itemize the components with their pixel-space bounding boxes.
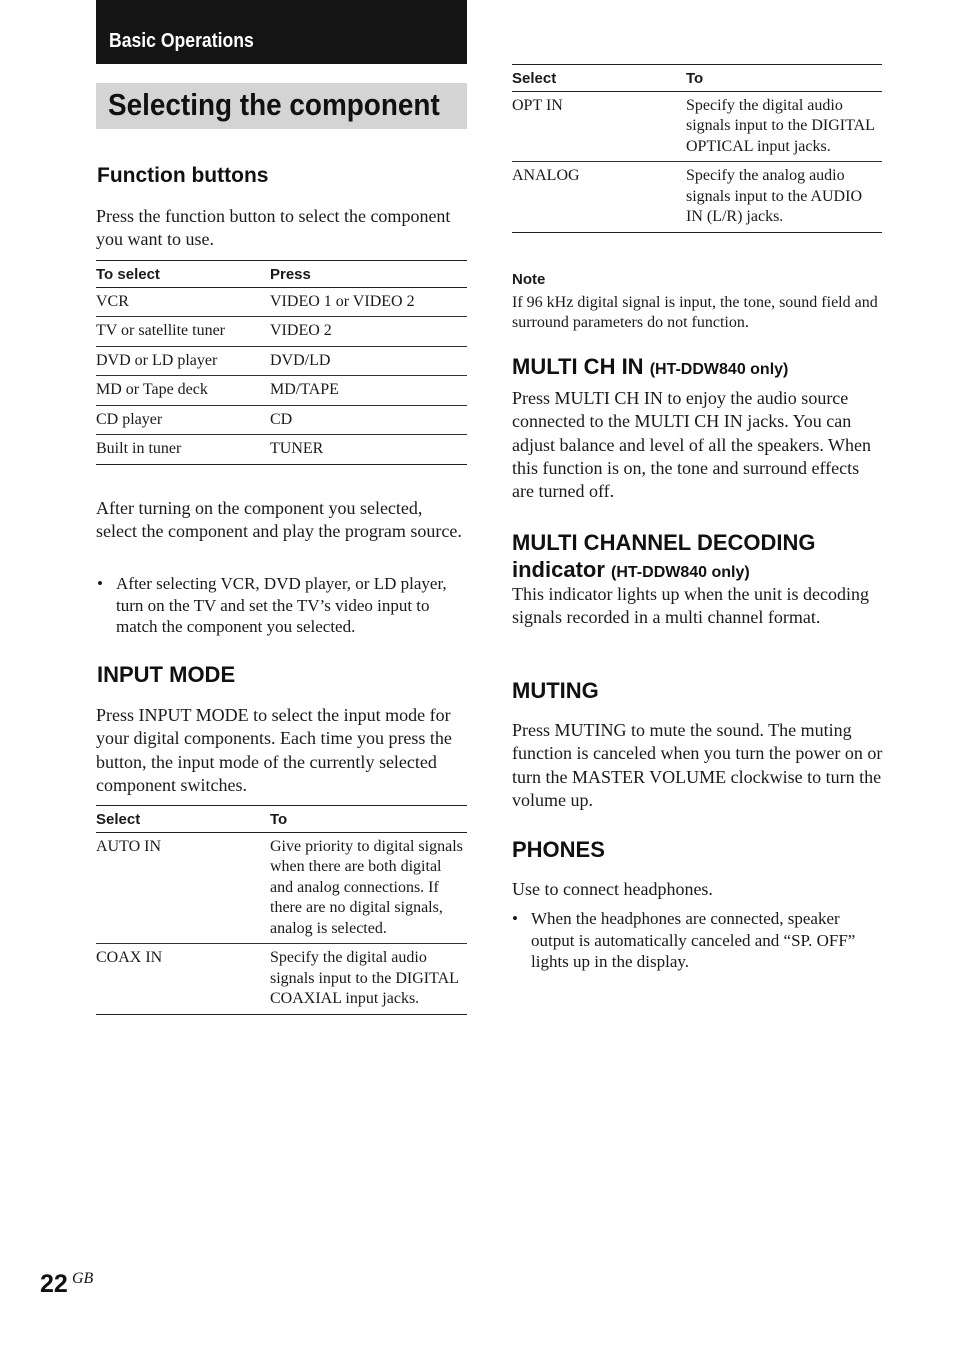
phones-heading: PHONES [512, 837, 605, 862]
section-header-bar [96, 0, 467, 64]
note-label: Note [512, 271, 546, 288]
table-cell: Give priority to digital signals when there are both digital and analog connections. If there are no digital signals, analog is selected. [270, 832, 467, 944]
column-header: To select [96, 261, 270, 288]
note-text: If 96 kHz digital signal is input, the tone, sound field and surround parameters do not function. [512, 294, 878, 331]
multi-channel-decoding-model-note: (HT-DDW840 only) [611, 564, 750, 581]
table-cell: DVD or LD player [96, 346, 270, 376]
multi-ch-in-model-note: (HT-DDW840 only) [649, 361, 789, 378]
section-title: Basic Operations [109, 30, 254, 52]
page-number-suffix: GB [72, 1270, 94, 1287]
column-header: To [686, 65, 882, 92]
table-cell: Specify the digital audio signals input to the DIGITAL COAXIAL input jacks. [270, 944, 467, 1015]
muting-text: Press MUTING to mute the sound. The muting function is canceled when you turn the power on or turn the MASTER VOLUME clockwise to turn the volume up. [512, 720, 883, 810]
function-buttons-heading: Function buttons [97, 164, 269, 187]
function-buttons-table [96, 260, 467, 465]
table-cell: VCR [96, 287, 270, 317]
table-cell: VIDEO 2 [270, 317, 467, 347]
table-header-row [96, 806, 467, 833]
table-cell: OPT IN [512, 91, 686, 162]
table-row [96, 346, 467, 376]
multi-ch-in-heading [512, 354, 788, 380]
column-header: Select [512, 65, 686, 92]
phones-text: Use to connect headphones. [512, 879, 713, 899]
table-header-row [96, 261, 467, 288]
multi-channel-decoding-heading [512, 529, 816, 586]
input-mode-heading: INPUT MODE [97, 662, 236, 687]
multi-channel-decoding-title: MULTI CHANNEL DECODING [512, 530, 816, 555]
page-title-box [96, 83, 467, 129]
input-mode-table [96, 805, 467, 1015]
column-header: Select [96, 806, 270, 833]
table-cell: MD or Tape deck [96, 376, 270, 406]
column-header: To [270, 806, 467, 833]
table-cell: Specify the analog audio signals input to the AUDIO IN (L/R) jacks. [686, 162, 882, 233]
table-row [96, 376, 467, 406]
input-mode-text: Press INPUT MODE to select the input mode for your digital components. Each time you press the button, the input mode of the currently selected component switches. [96, 705, 452, 795]
table-row [96, 944, 467, 1015]
multi-channel-decoding-title-line2: indicator [512, 557, 605, 582]
table-cell: DVD/LD [270, 346, 467, 376]
table-row [96, 435, 467, 465]
bullet-dot: • [97, 574, 103, 593]
page-number: 22 [40, 1270, 68, 1298]
table-cell: TUNER [270, 435, 467, 465]
page-title: Selecting the component [108, 87, 440, 122]
table-cell: VIDEO 1 or VIDEO 2 [270, 287, 467, 317]
table-cell: MD/TAPE [270, 376, 467, 406]
multi-channel-decoding-text: This indicator lights up when the unit is decoding signals recorded in a multi channel format. [512, 584, 869, 628]
table-cell: TV or satellite tuner [96, 317, 270, 347]
table-row [512, 162, 882, 233]
input-mode-table-continued [512, 64, 882, 233]
table-row [96, 832, 467, 944]
table-cell: Specify the digital audio signals input to the DIGITAL OPTICAL input jacks. [686, 91, 882, 162]
table-row [96, 405, 467, 435]
table-row [512, 91, 882, 162]
bullet-item [512, 908, 883, 973]
table-cell: COAX IN [96, 944, 270, 1015]
bullet-text: When the headphones are connected, speaker output is automatically canceled and “SP. OFF” lights up in the display. [531, 909, 856, 972]
table-cell: AUTO IN [96, 832, 270, 944]
table-header-row [512, 65, 882, 92]
function-buttons-intro: Press the function button to select the component you want to use. [96, 206, 451, 250]
table-row [96, 287, 467, 317]
table-cell: CD player [96, 405, 270, 435]
table-cell: CD [270, 405, 467, 435]
column-header: Press [270, 261, 467, 288]
multi-ch-in-text: Press MULTI CH IN to enjoy the audio source connected to the MULTI CH IN jacks. You can adjust balance and level of all the speakers. When this function is on, the tone and surround effects are turned off. [512, 388, 872, 502]
table-cell: Built in tuner [96, 435, 270, 465]
table-cell: ANALOG [512, 162, 686, 233]
table-row [96, 317, 467, 347]
multi-ch-in-title: MULTI CH IN [512, 354, 644, 379]
bullet-dot: • [512, 909, 518, 928]
bullet-item [97, 573, 466, 638]
bullet-text: After selecting VCR, DVD player, or LD player, turn on the TV and set the TV’s video input to match the component you selected. [116, 574, 447, 637]
function-buttons-after-text: After turning on the component you selected, select the component and play the program source. [96, 498, 462, 542]
muting-heading: MUTING [512, 678, 599, 703]
